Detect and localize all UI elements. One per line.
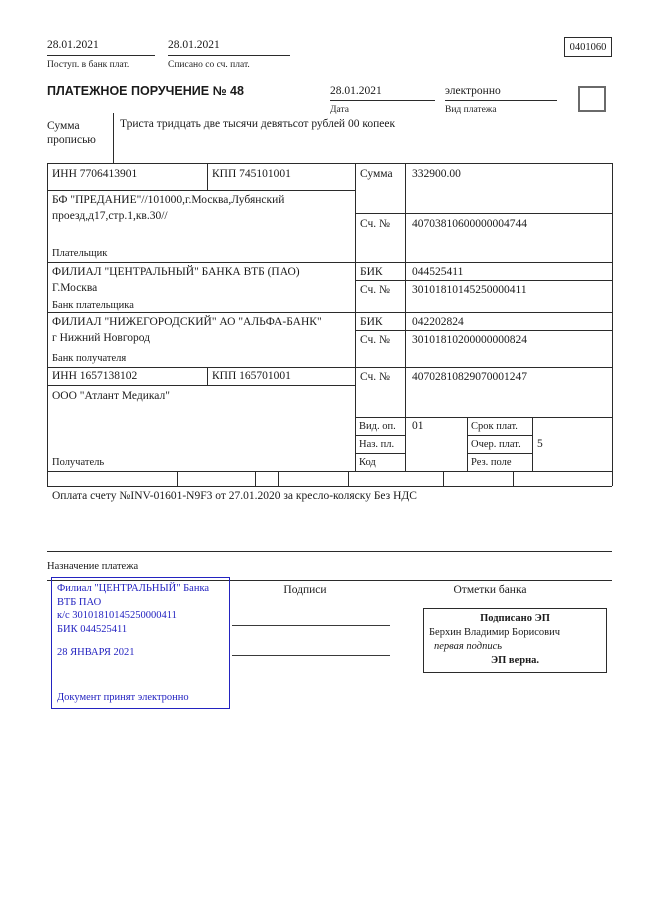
amount-words-label-line1: Сумма [47, 120, 80, 132]
amount-words-label-line2: прописью [47, 134, 96, 146]
table-line [355, 280, 612, 281]
receiver-inn: ИНН 1657138102 [52, 370, 138, 382]
received-date-label: Поступ. в банк плат. [47, 60, 130, 70]
vid-op-label: Вид. оп. [359, 421, 396, 432]
payer-bank-name: ФИЛИАЛ "ЦЕНТРАЛЬНЫЙ" БАНКА ВТБ (ПАО) [52, 266, 300, 278]
rez-pole-label: Рез. поле [471, 457, 512, 468]
payer-bank-city: Г.Москва [52, 282, 98, 294]
payer-bank-account-label: Сч. № [360, 284, 391, 296]
table-line [467, 453, 532, 454]
payer-account: 40703810600000004744 [412, 218, 527, 230]
table-line [47, 471, 612, 472]
stamp-footer: Документ принят электронно [57, 691, 189, 703]
tax-fields-divider [177, 471, 178, 486]
stamp-date: 28 ЯНВАРЯ 2021 [57, 647, 135, 658]
payer-name-line1: БФ "ПРЕДАНИЕ"//101000,г.Москва,Лубянский [52, 194, 285, 206]
payment-kind: электронно [445, 85, 501, 97]
amount-words-value: Триста тридцать две тысячи девятьсот рублей 00 копеек [120, 118, 396, 130]
table-line [467, 417, 468, 471]
ocher-plat-value: 5 [537, 438, 543, 450]
table-line [467, 435, 532, 436]
tax-fields-divider [443, 471, 444, 486]
payer-bank-account: 30101810145250000411 [412, 284, 527, 296]
table-line [355, 417, 612, 418]
signature-line-2 [232, 655, 390, 656]
table-line [532, 417, 533, 471]
payer-bank-bik-label: БИК [360, 266, 383, 278]
signature-line-1 [232, 625, 390, 626]
table-line [355, 453, 405, 454]
sum-value: 332900.00 [412, 168, 461, 180]
stamp-line3: к/с 30101810145250000411 [57, 610, 177, 621]
payer-account-label: Сч. № [360, 218, 391, 230]
beneficiary-bank-account-label: Сч. № [360, 334, 391, 346]
form-code-box: 0401060 [564, 37, 612, 57]
tax-fields-divider [513, 471, 514, 486]
debited-date: 28.01.2021 [168, 39, 220, 51]
received-date: 28.01.2021 [47, 39, 99, 51]
table-line [47, 163, 612, 164]
table-line [47, 262, 612, 263]
payer-inn: ИНН 7706413901 [52, 168, 138, 180]
beneficiary-bank-section-label: Банк получателя [52, 353, 127, 364]
bank-stamp [51, 577, 230, 709]
table-line [47, 486, 612, 487]
debited-date-underline [168, 55, 290, 56]
tax-fields-divider [348, 471, 349, 486]
beneficiary-bank-name: ФИЛИАЛ "НИЖЕГОРОДСКИЙ" АО "АЛЬФА-БАНК" [52, 316, 322, 328]
stamp-line4: БИК 044525411 [57, 623, 128, 635]
document-title: ПЛАТЕЖНОЕ ПОРУЧЕНИЕ № 48 [47, 84, 244, 98]
table-right-border [612, 163, 613, 486]
table-line [47, 551, 612, 552]
esignature-title: Подписано ЭП [480, 613, 550, 624]
esignature-box [423, 608, 607, 673]
received-date-underline [47, 55, 155, 56]
sum-label: Сумма [360, 168, 393, 180]
bank-marks-header: Отметки банка [453, 584, 527, 596]
stamp-line2: ВТБ ПАО [57, 596, 102, 608]
debited-date-label: Списано со сч. плат. [168, 60, 250, 70]
table-line [47, 385, 355, 386]
receiver-account-label: Сч. № [360, 371, 391, 383]
stamp-line1: Филиал "ЦЕНТРАЛЬНЫЙ" Банка [57, 583, 210, 594]
tax-fields-divider [255, 471, 256, 486]
payment-kind-underline [445, 100, 557, 101]
payer-bank-bik: 044525411 [412, 266, 464, 278]
table-left-border [47, 163, 48, 486]
payer-bank-section-label: Банк плательщика [52, 300, 134, 311]
document-date: 28.01.2021 [330, 85, 382, 97]
payment-purpose-label: Назначение платежа [47, 561, 139, 572]
table-line [47, 312, 612, 313]
table-line [47, 190, 355, 191]
kod-label: Код [359, 457, 376, 468]
payer-section-label: Плательщик [52, 248, 108, 259]
ocher-plat-label: Очер. плат. [471, 439, 521, 450]
inn-kpp-divider [207, 163, 208, 190]
payer-status-box [578, 86, 606, 112]
tax-fields-divider [278, 471, 279, 486]
table-line [405, 163, 406, 471]
table-line [47, 367, 612, 368]
receiver-kpp: КПП 165701001 [212, 370, 291, 382]
beneficiary-bank-city: г Нижний Новгород [52, 332, 151, 344]
inn-kpp-divider [207, 367, 208, 385]
esignature-verified: ЭП верна. [490, 655, 539, 666]
receiver-account: 40702810829070001247 [412, 371, 527, 383]
signatures-header: Подписи [283, 584, 327, 596]
table-line [355, 163, 356, 471]
esignature-role: первая подпись [434, 641, 503, 652]
table-line [355, 213, 612, 214]
payer-kpp: КПП 745101001 [212, 168, 291, 180]
table-line [355, 330, 612, 331]
receiver-section-label: Получатель [52, 457, 105, 468]
beneficiary-bank-account: 30101810200000000824 [412, 334, 527, 346]
beneficiary-bank-bik: 042202824 [412, 316, 464, 328]
esignature-signer: Берхин Владимир Борисович [429, 627, 560, 638]
payer-name-line2: проезд,д17,стр.1,кв.30// [52, 210, 168, 222]
date-underline [330, 100, 435, 101]
naz-pl-label: Наз. пл. [359, 439, 395, 450]
date-label: Дата [330, 105, 349, 115]
beneficiary-bank-bik-label: БИК [360, 316, 383, 328]
receiver-name: ООО "Атлант Медикал" [52, 390, 170, 402]
srok-plat-label: Срок плат. [471, 421, 518, 432]
vid-op-value: 01 [412, 420, 424, 432]
table-line [355, 435, 405, 436]
payment-kind-label: Вид платежа [445, 105, 497, 115]
amount-words-divider [113, 113, 114, 163]
payment-purpose: Оплата счету №INV-01601-N9F3 от 27.01.2020 за кресло-коляску Без НДС [52, 490, 417, 502]
